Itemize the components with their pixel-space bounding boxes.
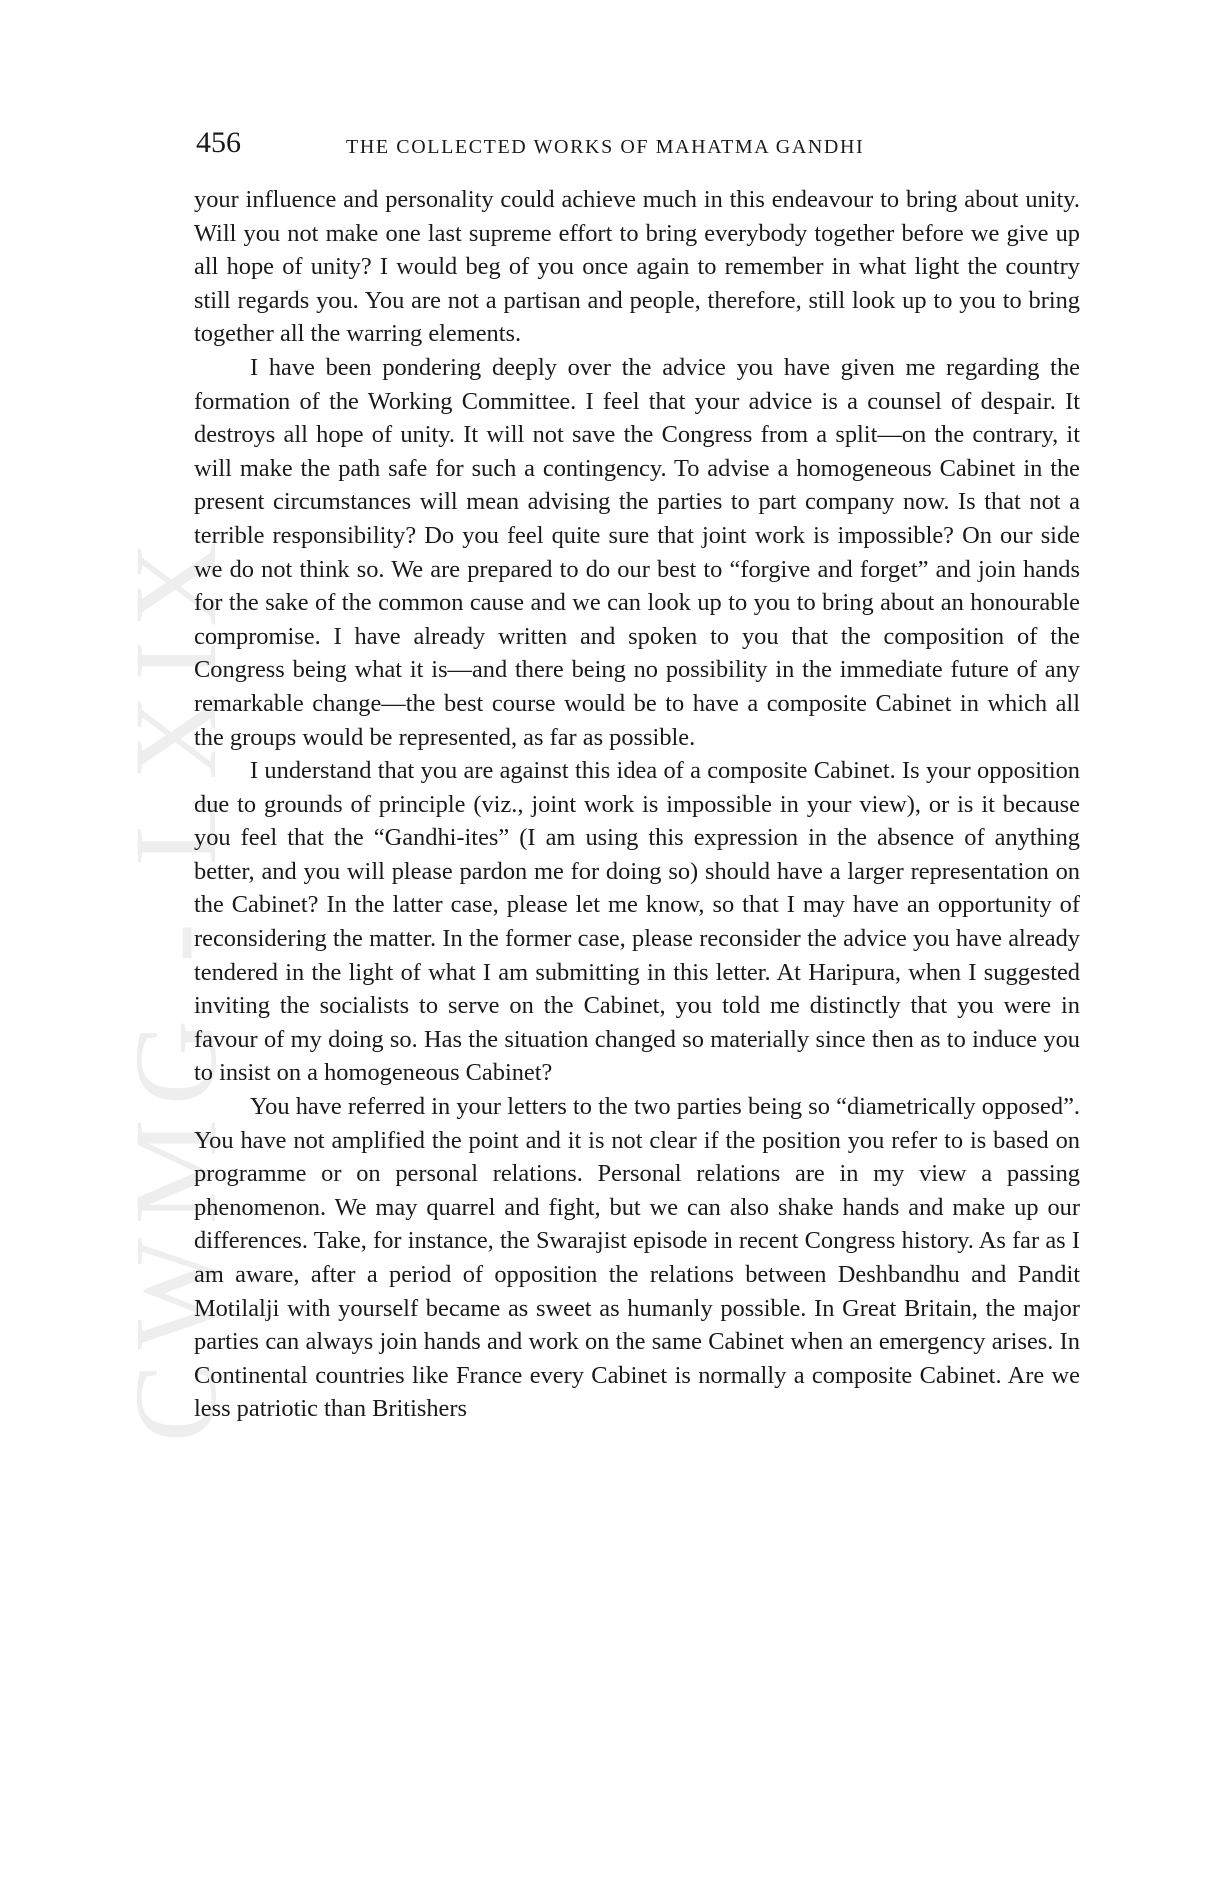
running-title: THE COLLECTED WORKS OF MAHATMA GANDHI <box>346 136 865 158</box>
page-header <box>196 126 1076 166</box>
paragraph-composite-cabinet: I understand that you are against this idea of a composite Cabinet. Is your opposition due to grounds of principle (viz., joint work is impossible in your view), or is it because you feel that the “Gandhi-ites” (I am using this expression in the absence of anything better, and you will please pardon me for doing so) should have a larger representation on the Cabinet? In the latter case, please let me know, so that I may have an opportunity of reconsidering the matter. In the former case, please reconsider the advice you have already tendered in the light of what I am submitting in this letter. At Haripura, when I suggested inviting the socialists to serve on the Cabinet, you told me distinctly that you were in favour of my doing so. Has the situation changed so materially since then as to induce you to insist on a homogeneous Cabinet? <box>194 757 1080 1087</box>
paragraph-diametrically-opposed: You have referred in your letters to the two parties being so “diametrically opposed”. You have not amplified the point and it is not clear if the position you refer to is based on programme or on personal relations. Personal relations are in my view a passing phenomenon. We may quarrel and fight, but we can also shake hands and make up our differences. Take, for instance, the Swarajist episode in recent Congress history. As far as I am aware, after a period of opposition the relations between Deshbandhu and Pandit Motilalji with yourself became as sweet as humanly possible. In Great Britain, the major parties can always join hands and work on the same Cabinet when an emergency arises. In Continental countries like France every Cabinet is normally a composite Cabinet. Are we less patriotic than Britishers <box>194 1093 1080 1423</box>
paragraph-working-committee: I have been pondering deeply over the advice you have given me regarding the formation of the Working Committee. I feel that your advice is a counsel of despair. It destroys all hope of unity. It will not save the Congress from a split—on the contrary, it will make the path safe for such a contingency. To advise a homogeneous Cabinet in the present circumstances will mean advising the parties to part company now. Is that not a terrible responsibility? Do you feel quite sure that joint work is impossible? On our side we do not think so. We are prepared to do our best to “forgive and forget” and join hands for the sake of the common cause and we can look up to you to bring about an honourable compromise. I have already written and spoken to you that the composition of the Congress being what it is—and there being no possibility in the immediate future of any remarkable change—the best course would be to have a composite Cabinet in which all the groups would be represented, as far as possible. <box>194 353 1080 751</box>
watermark-text: CWMG - LXIX <box>110 527 241 1443</box>
body-text <box>194 183 1080 1426</box>
paragraph-continuation: your influence and personality could achieve much in this endeavour to bring about unity. Will you not make one last supreme effort to bring everybody together before we give up all hope of unity? I would beg of you once again to remember in what light the country still regards you. You are not a partisan and people, therefore, still look up to you to bring together all the warring elements. <box>194 186 1080 348</box>
page-number: 456 <box>196 126 241 159</box>
